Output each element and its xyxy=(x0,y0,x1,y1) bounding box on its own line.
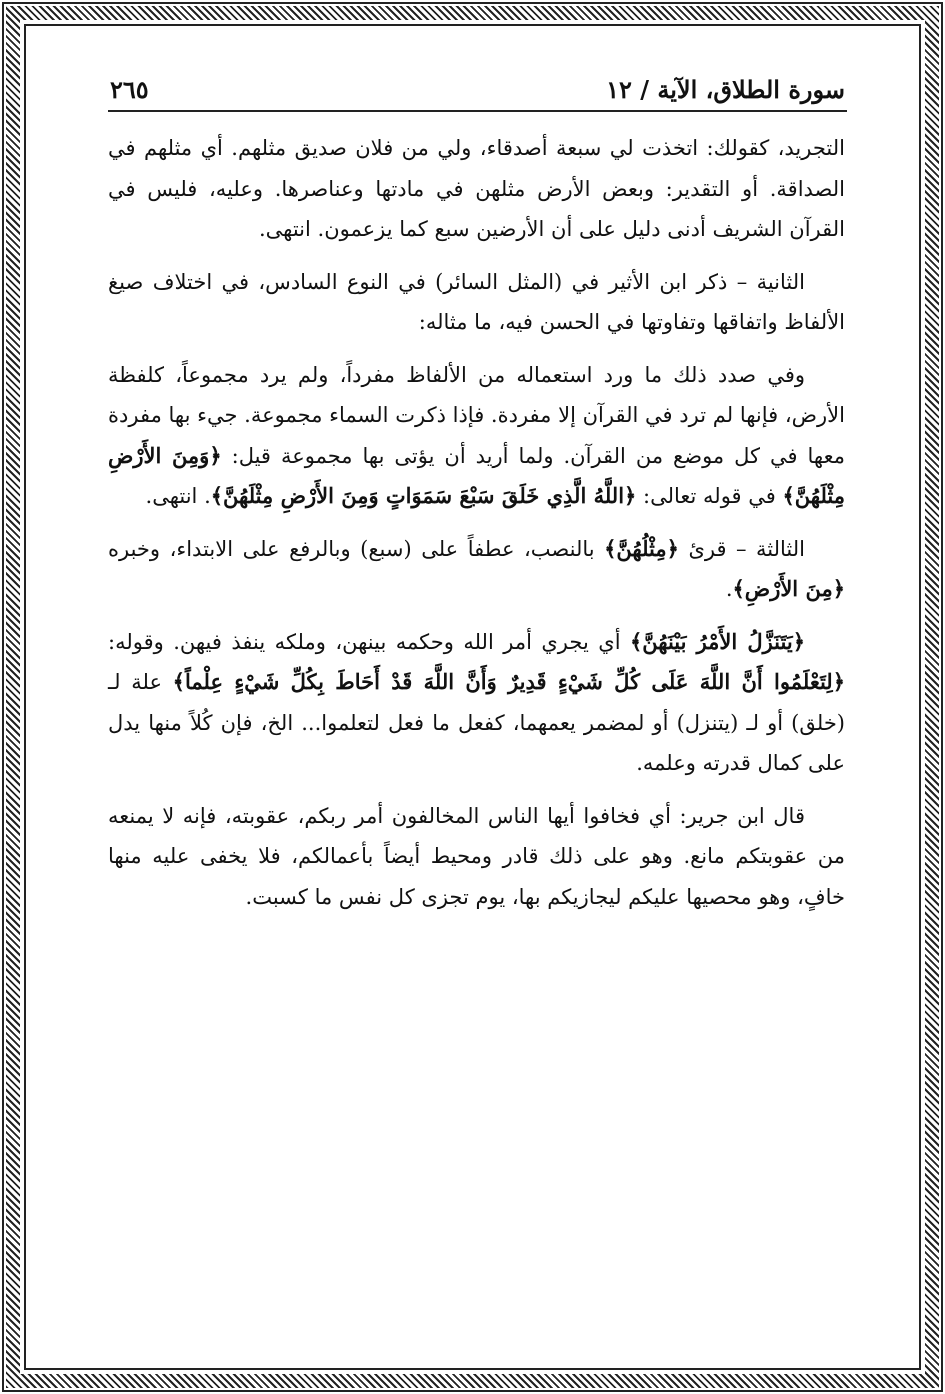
quran-quote: ﴿يَتَنَزَّلُ الأَمْرُ بَيْنَهُنَّ﴾ xyxy=(630,628,805,654)
page-header xyxy=(110,60,845,104)
text-segment: قال ابن جرير: أي فخافوا أيها الناس المخالفون أمر ربكم، عقوبته، فإنه لا يمنعه من عقوبتكم مانع. وهو على ذلك قادر ومحيط أيضاً بأعمالكم، فلا يخفى عليه منها خافٍ، وهو محصيها عليكم ليجازيكم بها، يوم تجزى كل نفس ما كسبت. xyxy=(108,803,845,909)
header-rule xyxy=(108,110,847,112)
paragraph-p6 xyxy=(108,796,845,918)
text-segment: في قوله تعالى: xyxy=(636,484,783,508)
text-segment: الثالثة – قرئ xyxy=(678,536,805,561)
text-segment: التجريد، كقولك: اتخذت لي سبعة أصدقاء، ولي من فلان صديق مثلهم. أي مثلهم في الصداقة. أو التقدير: وبعض الأرض مثلهن في مادتها وعناصرها. وعليه، فليس في القرآن الشريف أدنى دليل على أن الأرضين سبع كما يزعمون. انتهى. xyxy=(108,136,845,241)
quran-quote: ﴿اللَّهُ الَّذِي خَلَقَ سَبْعَ سَمَوَاتٍ وَمِنَ الأَرْضِ مِثْلَهُنَّ﴾ xyxy=(210,483,637,508)
quran-quote: ﴿وَمِنَ الأَرْضِ مِثْلَهُنَّ﴾ xyxy=(108,442,845,508)
text-segment: وفي صدد ذلك ما ورد استعماله من الألفاظ مفرداً، ولم يرد مجموعاً، كلفظة الأرض، فإنها لم ترد في القرآن إلا مفردة. فإذا ذكرت السماء مجموعة. جيء بها مفردة معها في كل موضع من القرآن. ولما أريد أن يؤتى بها مجموعة قيل: xyxy=(108,362,845,468)
paragraph-p3 xyxy=(108,355,845,517)
quran-quote: ﴿لِتَعْلَمُوا أَنَّ اللَّهَ عَلَى كُلِّ شَيْءٍ قَدِيرٌ وَأَنَّ اللَّهَ قَدْ أَحَاطَ بِكُلِّ شَيْءٍ عِلْماً﴾ xyxy=(172,669,845,694)
body-text xyxy=(108,128,845,929)
text-segment: علة لـ (خلق) أو لـ (يتنزل) أو لمضمر يعمهما، كفعل ما فعل لتعلموا... الخ، فإن كُلاً منها يدل على كمال قدرته وعلمه. xyxy=(108,670,845,775)
quran-quote: ﴿مِنَ الأَرْضِ﴾ xyxy=(732,576,845,601)
text-segment: بالنصب، عطفاً على (سبع) وبالرفع على الابتداء، وخبره xyxy=(108,536,605,561)
text-segment: . انتهى. xyxy=(145,484,211,508)
paragraph-p4 xyxy=(108,529,845,610)
text-segment: أي يجري أمر الله وحكمه بينهن، وملكه ينفذ فيهن. وقوله: xyxy=(108,629,630,654)
paragraph-p5 xyxy=(108,622,845,784)
text-segment: . xyxy=(725,577,733,601)
paragraph-p2 xyxy=(108,262,845,343)
text-segment: الثانية – ذكر ابن الأثير في (المثل السائر) في النوع السادس، في اختلاف صيغ الألفاظ واتفاقها وتفاوتها في الحسن فيه، ما مثاله: xyxy=(108,269,845,334)
page-number: ٢٦٥ xyxy=(110,75,149,104)
quran-quote: ﴿مِثْلُهُنَّ﴾ xyxy=(604,535,679,561)
paragraph-p1 xyxy=(108,128,845,250)
running-title: سورة الطلاق، الآية / ١٢ xyxy=(606,75,845,104)
